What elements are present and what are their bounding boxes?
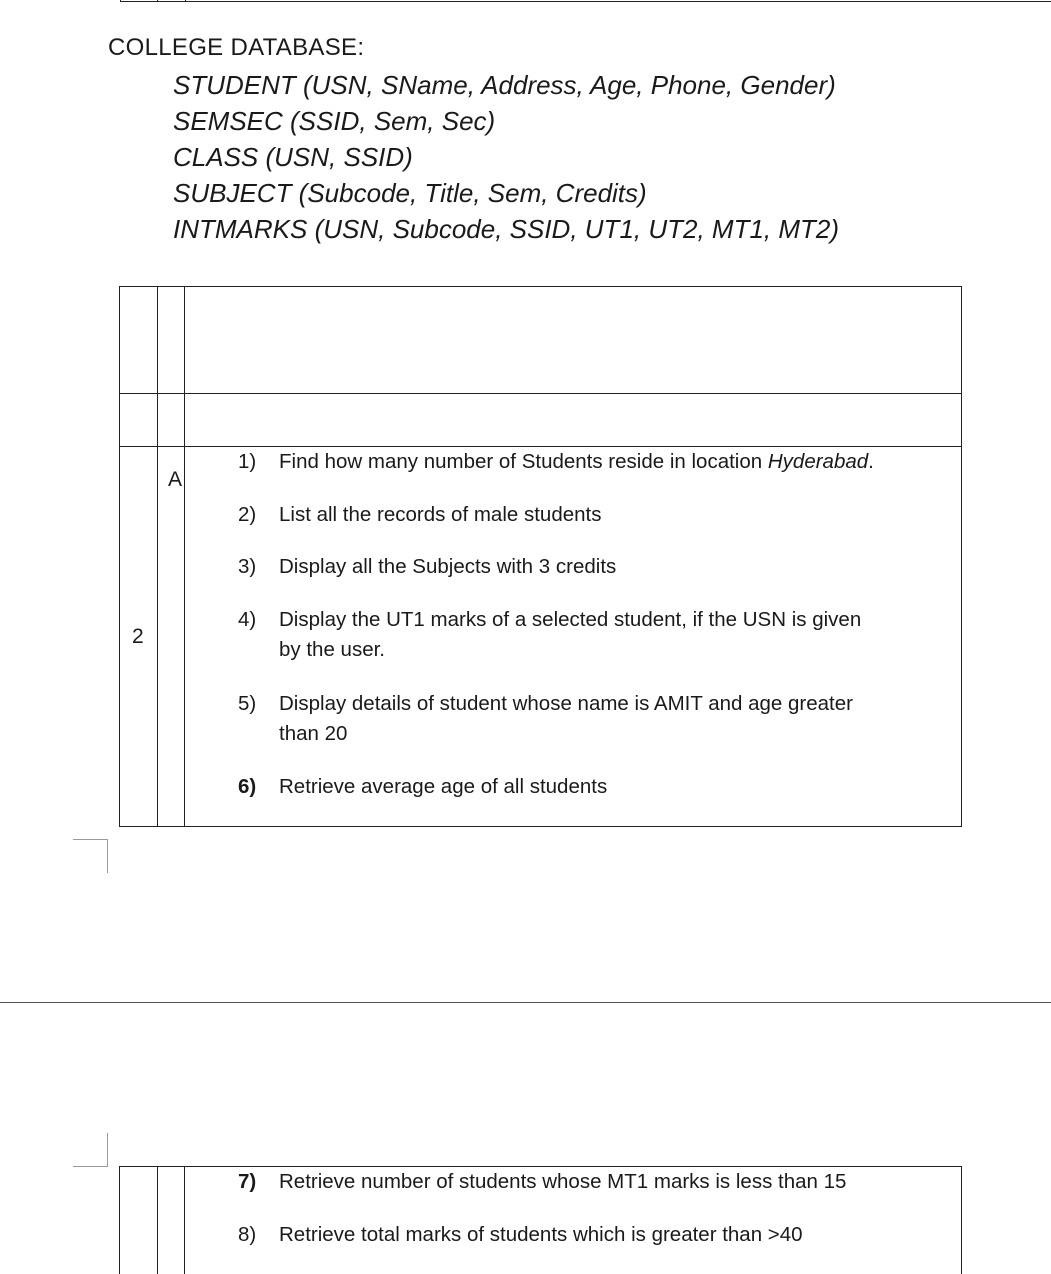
list-item — [238, 605, 861, 665]
item-text: Retrieve number of students whose MT1 marks is less than 15 — [279, 1170, 847, 1193]
continuation-table-right — [961, 1166, 962, 1274]
top-cell-divider-2 — [157, 0, 158, 2]
list-item — [238, 689, 853, 749]
item-text-continued: than 20 — [279, 722, 348, 745]
list-item — [238, 772, 607, 802]
table-row-divider-1 — [119, 393, 962, 394]
crop-mark-bottom — [73, 1166, 107, 1167]
page-break — [0, 1002, 1051, 1003]
schema-semsec: SEMSEC (SSID, Sem, Sec) — [173, 106, 496, 136]
list-item — [238, 552, 616, 582]
item-number: 2) — [238, 503, 257, 526]
crop-mark-top-vertical — [107, 839, 108, 873]
continuation-table-left — [119, 1166, 120, 1274]
item-text-continued: by the user. — [279, 638, 385, 661]
crop-mark-bottom-vertical — [107, 1133, 108, 1167]
top-cell-divider-3 — [185, 0, 186, 2]
continuation-col-divider-2 — [184, 1166, 185, 1274]
item-text: Display the UT1 marks of a selected student, if the USN is given — [279, 608, 862, 631]
list-item — [238, 447, 874, 477]
item-number: 7) — [238, 1170, 257, 1193]
item-text: Find how many number of Students reside in location Hyderabad. — [279, 450, 874, 473]
item-text: Display all the Subjects with 3 credits — [279, 555, 617, 578]
table-col-divider-2 — [184, 286, 185, 827]
schema-student: STUDENT (USN, SName, Address, Age, Phone, Gender) — [173, 70, 836, 100]
item-number: 3) — [238, 555, 257, 578]
continuation-col-divider-1 — [157, 1166, 158, 1274]
top-page-edge — [120, 1, 1051, 2]
schema-intmarks: INTMARKS (USN, Subcode, SSID, UT1, UT2, MT1, MT2) — [173, 214, 840, 244]
item-text: List all the records of male students — [279, 503, 602, 526]
top-cell-divider-1 — [120, 0, 121, 2]
list-item — [238, 1220, 803, 1250]
item-text: Retrieve total marks of students which is greater than >40 — [279, 1223, 803, 1246]
item-number: 5) — [238, 692, 257, 715]
part-label: A — [168, 468, 183, 491]
item-number: 8) — [238, 1223, 257, 1246]
schema-class: CLASS (USN, SSID) — [173, 142, 413, 172]
crop-mark-top — [73, 839, 107, 840]
database-heading: COLLEGE DATABASE: — [108, 34, 365, 61]
item-number: 1) — [238, 450, 257, 473]
item-number: 6) — [238, 775, 257, 798]
item-text: Retrieve average age of all students — [279, 775, 608, 798]
item-text: Display details of student whose name is AMIT and age greater — [279, 692, 853, 715]
item-emphasis: Hyderabad — [767, 450, 869, 473]
item-number: 4) — [238, 608, 257, 631]
question-number: 2 — [132, 625, 144, 648]
list-item — [238, 500, 601, 530]
schema-subject: SUBJECT (Subcode, Title, Sem, Credits) — [173, 178, 647, 208]
table-col-divider-1 — [157, 286, 158, 827]
list-item — [238, 1167, 846, 1197]
